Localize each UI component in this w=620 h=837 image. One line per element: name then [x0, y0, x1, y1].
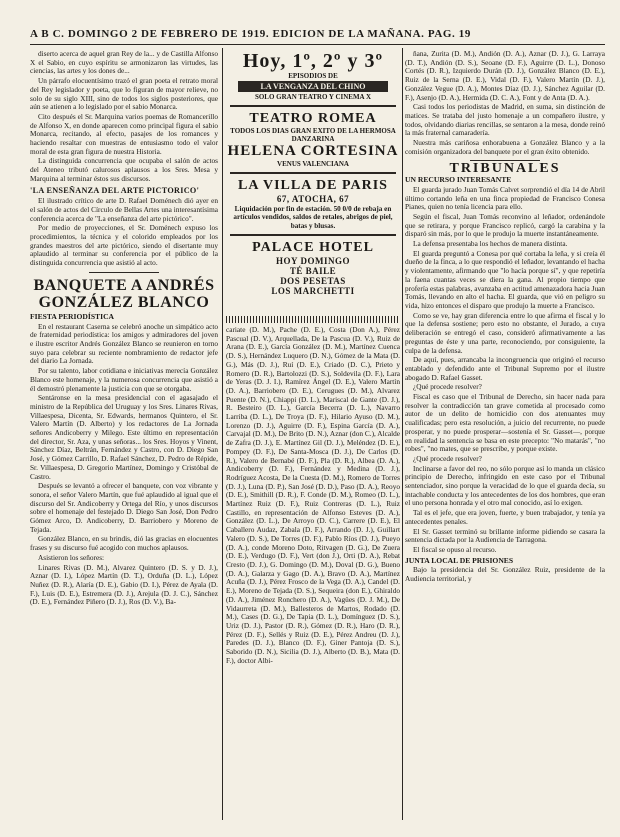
paragraph: Cito después el Sr. Marquina varios poemas de Romancerillo de Alfonso X, en donde aparecen como principal figura el sabio Monarca, recitando, al efecto, pasajes de los romances y haciendo resaltar con muestras de entusiasmo todo el valor moral de esta gran figura de nuestra Historia. — [30, 111, 218, 156]
paragraph: diserto acerca de aquel gran Rey de la... y de Castilla Alfonso X el Sabio, en cuyo espíritu se armonizaron las virtudes, las ciencias, las artes y los dones de... — [30, 50, 218, 76]
ad-teatro-title: TEATRO ROMEA — [249, 111, 377, 126]
column-divider — [222, 48, 223, 820]
paragraph: Después se levantó a ofrecer el banquete, con voz vibrante y sonora, el señor Valero Martín, que fué aplaudido al igual que el discurso del Sr. Andicoberry y Ortega del Río, y unos discursos sobre el homenaje del festejado D. Diego San José, Don Pedro Gómez Arco, D. Andicoberry, D. Barriobero y Moreno de Tejada. — [30, 481, 218, 534]
column-left — [30, 50, 218, 820]
ad-hoy-title: Hoy, 1º, 2º y 3º — [242, 50, 384, 72]
section-title: 'LA ENSEÑANZA DEL ARTE PICTORICO' — [30, 185, 200, 195]
paragraph: ¿Qué procede resolver? — [413, 453, 482, 463]
paragraph: El ilustrado crítico de arte D. Rafael Doménech dió ayer en el salón de actos del Círculo de Bellas Artes una interesantísima conferencia acerca de "La enseñanza del arte pictórico". — [30, 196, 218, 223]
paragraph: El guarda jurado Juan Tomás Calvet sorprendió el día 14 de Abril último cortando leña en una finca propiedad de Francisco Conesa Pianes, quien no tenía licencia para ello. — [405, 184, 605, 212]
paragraph: Fiscal es caso que el Tribunal de Derecho, sin hacer nada para resolver la contradicción tan grave cometida al procesado como autor de un delito de homicidio con dos atenuantes muy cualificadas; pero esta resolución, a juicio del recurrente, no puede prosperar, y no puede prosperar—sostenía el Sr. Gasset—, porque en realidad la sentencia se basa en este precepto: "No matarás", "no robes", "no mates, que se prescribe, y porque existe. — [405, 392, 605, 454]
paragraph: La distinguida concurrencia que ocupaba el salón de actos del Ateneo tributó calurosos aplausos a los Sres. Mesa y Marquina al terminar éstos sus discursos. — [30, 156, 218, 183]
paragraph: La defensa presentaba los hechos de manera distinta. — [413, 239, 568, 249]
paragraph: El guarda preguntó a Conesa por qué cortaba la leña, y si creía él dueño de la finca, a lo que respondió el leñador, levantando el hacha y violentamente, afirmando que "lo hacía porque sí", y que repetiría la faena cuantas veces se diera la gana. Al propio tiempo que profería estas palabras, avanzaba en actitud amenazadora hacia Juan Tomás, llevando en alto el hacha. El guarda, que vió en peligro su vida, hizo entonces el disparo que produjo la muerte a Francisco. — [405, 248, 605, 310]
paragraph: Casi todos los periodistas de Madrid, en suma, sin distinción de matices. Se trataba del justo homenaje a un compañero ilustre, y todos, olvidando diarias rencillas, se sentaron a la mesa, donde reinó la más fraternal camaradería. — [405, 102, 605, 138]
ad-helena-name: HELENA CORTESINA — [227, 143, 399, 159]
column-middle — [226, 326, 400, 820]
ad-palace-line2: TÉ BAILE — [289, 266, 337, 277]
paragraph: Bajo la presidencia del Sr. González Ruiz, presidente de la Audiencia territorial, y — [405, 565, 605, 584]
ad-villa-address: 67, ATOCHA, 67 — [276, 194, 350, 204]
ad-bottom-rule — [226, 316, 400, 323]
advertisements — [226, 50, 400, 318]
paragraph: Linares Rivas (D. M.), Alvarez Quintero (D. S. y D. J.), Aznar (D. I.), López Martín (D. T.), Orduña (D. L.), López Nuñez (D. R.), Alaría (D. E.), Gabio (D. I.), Pérez de Ayala (D. F.), Luis (D. E.), Estremera (D. J.), Arejula (D. J. C.), Sánchez (D. E.), Fernández Piñero (D. J.), Ros (D. V.), Ba- — [30, 562, 218, 607]
paragraph: Sentáronse en la mesa presidencial con el agasajado el ministro de la República del Uruguay y los Sres. Linares Rivas, Villaespesa, Dicenta, Sr. Edwards, hermanos Quintero, el Sr. Valero Martín (D. Alberto) y los redactores de La Jornada señores Andicoberry y Milego. Este último en representación del director, Sr. Aza, y unas señoras... los Sres. Hoyos y Vinent, Sánchez Díaz, Beltrán, Fernández y Castro, con D. Diego San José, y Gómez Carrillo, D. Rafael Sánchez, D. Pedro de Répide, Sr. Villaespesa, D. Gregorio Martínez, Domingo y Cristóbal de Castro. — [30, 393, 218, 481]
ad-divider — [230, 105, 396, 107]
headline: BANQUETE A ANDRÉS GONZÁLEZ BLANCO — [33, 276, 215, 311]
page-header: A B C. DOMINGO 2 DE FEBRERO DE 1919. EDICION DE LA MAÑANA. PAG. 19 — [30, 28, 471, 40]
ad-divider — [230, 172, 396, 174]
paragraph: Según el fiscal, Juan Tomás reconvino al leñador, ordenándole que se retirara, y porque Francisco replicó, cargó la carabina y la disparó sin más, por lo que le produjo la muerte instantáneamente. — [405, 211, 605, 239]
paragraph: El fiscal se opuso al recurso. — [413, 544, 497, 554]
section-subtitle: FIESTA PERIODÍSTICA — [30, 311, 115, 321]
ad-helena-sub: VENUS VALENCIANA — [277, 160, 349, 168]
ad-palace-line1: HOY DOMINGO — [276, 256, 350, 267]
paragraph: Asistieron los señores: — [38, 552, 105, 562]
ad-venganza-sub: SOLO GRAN TEATRO Y CINEMA X — [254, 93, 372, 101]
section-subtitle: JUNTA LOCAL DE PRISIONES — [405, 555, 514, 565]
ad-episodios-label: EPISODIOS DE — [288, 72, 338, 80]
paragraph: Nuestra más cariñosa enhorabuena a González Blanco y a la comisión organizadora del banquete por el gran éxito obtenido. — [405, 138, 605, 156]
paragraph: En el restaurant Caserna se celebró anoche un simpático acto de fraternidad periodística: los amigos y admiradores del joven e ilustre escritor Andrés González Blanco se reunieron en torno suyo para celebrar su reciente nombramiento de redactor jefe del diario La Jornada. — [30, 321, 218, 366]
headline: TRIBUNALES — [449, 161, 561, 177]
paragraph: ¿Qué procede resolver? — [413, 382, 482, 392]
paragraph: cariate (D. M.), Pache (D. E.), Costa (Don A.), Pérez Pascual (D. V.), Arquellada, De la Pascua (D. V.), Ruiz de Arana (D. E.), García González (D. M.), Martínez Cuenca (D. S.), Hernández Luquero (D. N.), Gómez de la Mata (D. G.), Más (D. J.), Ruí (D. E.), Criado (D. C.), Prieto y Romero (D. R.), Bartolozzi (D. S.), Soldevila (D. F.), Lara de Yeras (D. J. I.), Ramírez Ángel (D. E.), Valero Martín (D. A.), Barriobero (D. E.), Cerugues (D. M.), Alvarez Puente (D. N.), Chiappi (D. L.), Mariscal de Gante (D. J.), R. Besteiro (D. L.), García Becerra (D. L.), Navarro Larriba (D. L.), De Troya (D. F.), Hilario Ayuso (D. M.), Lorenzo (D. J.), Aguirre (D. F.), Espina García (D. A.), Carvajal (D. M.), De Brito (D. N.), Aznar (don C.), Alcalde de Zafra (D. J.), E. Martínez Gil (D. J.), Meléndez (D. E.), Pompey (D. F.), De Santa-Mosca (D. J.), De Carlos (D. R.), Valero de Bernabé (D. F.), Pla (D. R.), Albea (D. A.), Andicoberry (D. F.), Fernández y Medina (D. J.), Rodríguez Acosta, De la Cuesta (D. M.), Romero de Torres (D. J.), Luna (D. P.), San José (D. D.), Paso (D. A.), Reoyo (D. E.), Smithill (D. R.), F. Conde (D. M.), Romeo (D. L.), Martínez Ruiz (D. F.), Ruiz Contreras (D. L.), Ruiz Castillo, en representación de Alfonso Esteves (D. A.), González (D. L.), De Arroyo (D. C.), Carrere (D. E.), El Caballero Audaz, Zabala (D. F.), Arrando (D. J.), Guillart Valero (D. S.), De Torres (D. F.), Pablo Ríos (D. J.), Pueyo (D. A.), conde Moreno Doto, Ritvagen (D. G.), De Zuera (D. E.), Verdugo (D. F.), Vert (don J.), Orti (D. A.), Rebat Cresto (D. J.), G. Domingo (D. M.), Doval (D. G.), Bueno (D. A.), Galarza y Gago (D. A.), Bravo (D. A.), Martínez Acuña (D. J.), Pérez Frosco de la Vega (D. A.), Candel (D. E.), Moreno de Tejada (D. S.), Sequeira (don E.), Ghiraldo (D. A.), Jiménez Ronchero (D. A.), Vagües (D. J. M.), De Vidaurreta (D. M.), Ballesteros de Martos, Rodado (D. M.), Cases (D. G.), De Tapia (D. L.), Domínguez (D. S.), Uriz (D. J.), Pastor (D. R.), Gómez (D. R.), Haro (D. R.), Pérez (D. F.), Sellés y Ruiz (D. E.), Pérez Andreu (D. J.), Paredes (D. J.), Blanco (D. F.), Giner Pantoja (D. S.), Saborido (D. N.), Sicilia (D. J.), Alberto (D. B.), Mata (D. F.), doctor Albi- — [226, 326, 400, 665]
paragraph: Por medio de proyecciones, el Sr. Doménech expuso los procedimientos, la técnica y el colorido empleados por los grandes maestros del arte pictórico, siendo el disertante muy aplaudido al terminar su conferencia por el público de la distinguida concurrencia que asistió al acto. — [30, 223, 218, 268]
ad-teatro-sub: TODOS LOS DIAS GRAN EXITO DE LA HERMOSA DANZARINA — [230, 127, 396, 143]
paragraph: Tal es el jefe, que era joven, fuerte, y buen trabajador, y tenía ya antecedentes penales. — [405, 508, 605, 526]
column-divider — [402, 48, 403, 820]
paragraph: ñana, Zurita (D. M.), Andión (D. A.), Aznar (D. J.), G. Larraya (D. T.), Andión (D. S.), Seoane (D. F.), Aguirre (D. L.), Donoso Cortés (D. R.), Izquierdo Durán (D. J.), González Blanco (D. E.), Ruiz de la Serna (D. E.), Vidal (D. F.), Valero Martín (D. J.), González Vegue (D. A.), Montes Díaz (D. J.), Sánchez Aguilar (D. F.), Asenjo (D. A.), Hermida (D. C. A.), Font y de Anta (D. A.). — [405, 50, 605, 102]
section-divider — [89, 272, 159, 273]
paragraph: Inclinarse a favor del reo, no sólo porque así lo manda un clásico principio de Derecho, infringido en este caso por el Tribunal sentenciador, sino porque la veracidad de lo que el guarda decía, su intachable conducta y los antecedentes de los dos hombres, que eran el uno persona honrada y el otro mal conocido, así lo exigen. — [405, 463, 605, 508]
ad-villa-text: Liquidación por fin de estación. 50 0/0 de rebaja en artículos vendidos, saldos de retales, abrigos de piel, batas y blusas. — [233, 205, 393, 230]
ad-divider — [230, 234, 396, 236]
paragraph: El Sr. Gasset terminó su brillante informe pidiendo se casara la sentencia dictada por la Audiencia de Tarragona. — [405, 526, 605, 545]
header-rule — [30, 44, 605, 45]
ad-venganza-title: LA VENGANZA DEL CHINO — [238, 81, 388, 92]
paragraph: González Blanco, en su brindis, dió las gracias en elocuentes frases y su discurso fué acogido con muchos aplausos. — [30, 534, 218, 553]
section-subtitle: UN RECURSO INTERESANTE — [405, 175, 512, 185]
ad-palace-line4: LOS MARCHETTI — [271, 286, 355, 297]
paragraph: Como se ve, hay gran diferencia entre lo que afirma el fiscal y lo que la defensa sostiene; pero esto no obstante, el Jurado, a cuya deliberación se entregó el caso, consideró afirmativamente a las preguntas de éste y una parte, reconociendo, por consiguiente, la culpa de la defensa. — [405, 310, 605, 355]
ad-villa-title: LA VILLA DE PARIS — [238, 178, 388, 193]
ad-palace-line3: DOS PESETAS — [280, 276, 346, 287]
paragraph: Un párrafo elocuentísimo trazó el gran poeta el retrato moral del Rey legislador y poeta, que lo figuran de mayor relieve, no solo de su siglo XIII, sino de todos los siglos posteriores, que aún se atienen a lo legislado por el sabio Monarca. — [30, 76, 218, 112]
ad-palace-title: PALACE HOTEL — [252, 240, 374, 256]
paragraph: Por su talento, labor cotidiana e iniciativas merecía González Blanco este homenaje, y la numerosa concurrencia que asistió a él demostró plenamente la justicia con que se otorgaba. — [30, 366, 218, 393]
column-right — [405, 50, 605, 820]
paragraph: De aquí, pues, arrancaba la incongruencia que originó el recurso entablado y defendido ante el Tribunal Supremo por el ilustre abogado D. Rafael Gasset. — [405, 355, 605, 382]
